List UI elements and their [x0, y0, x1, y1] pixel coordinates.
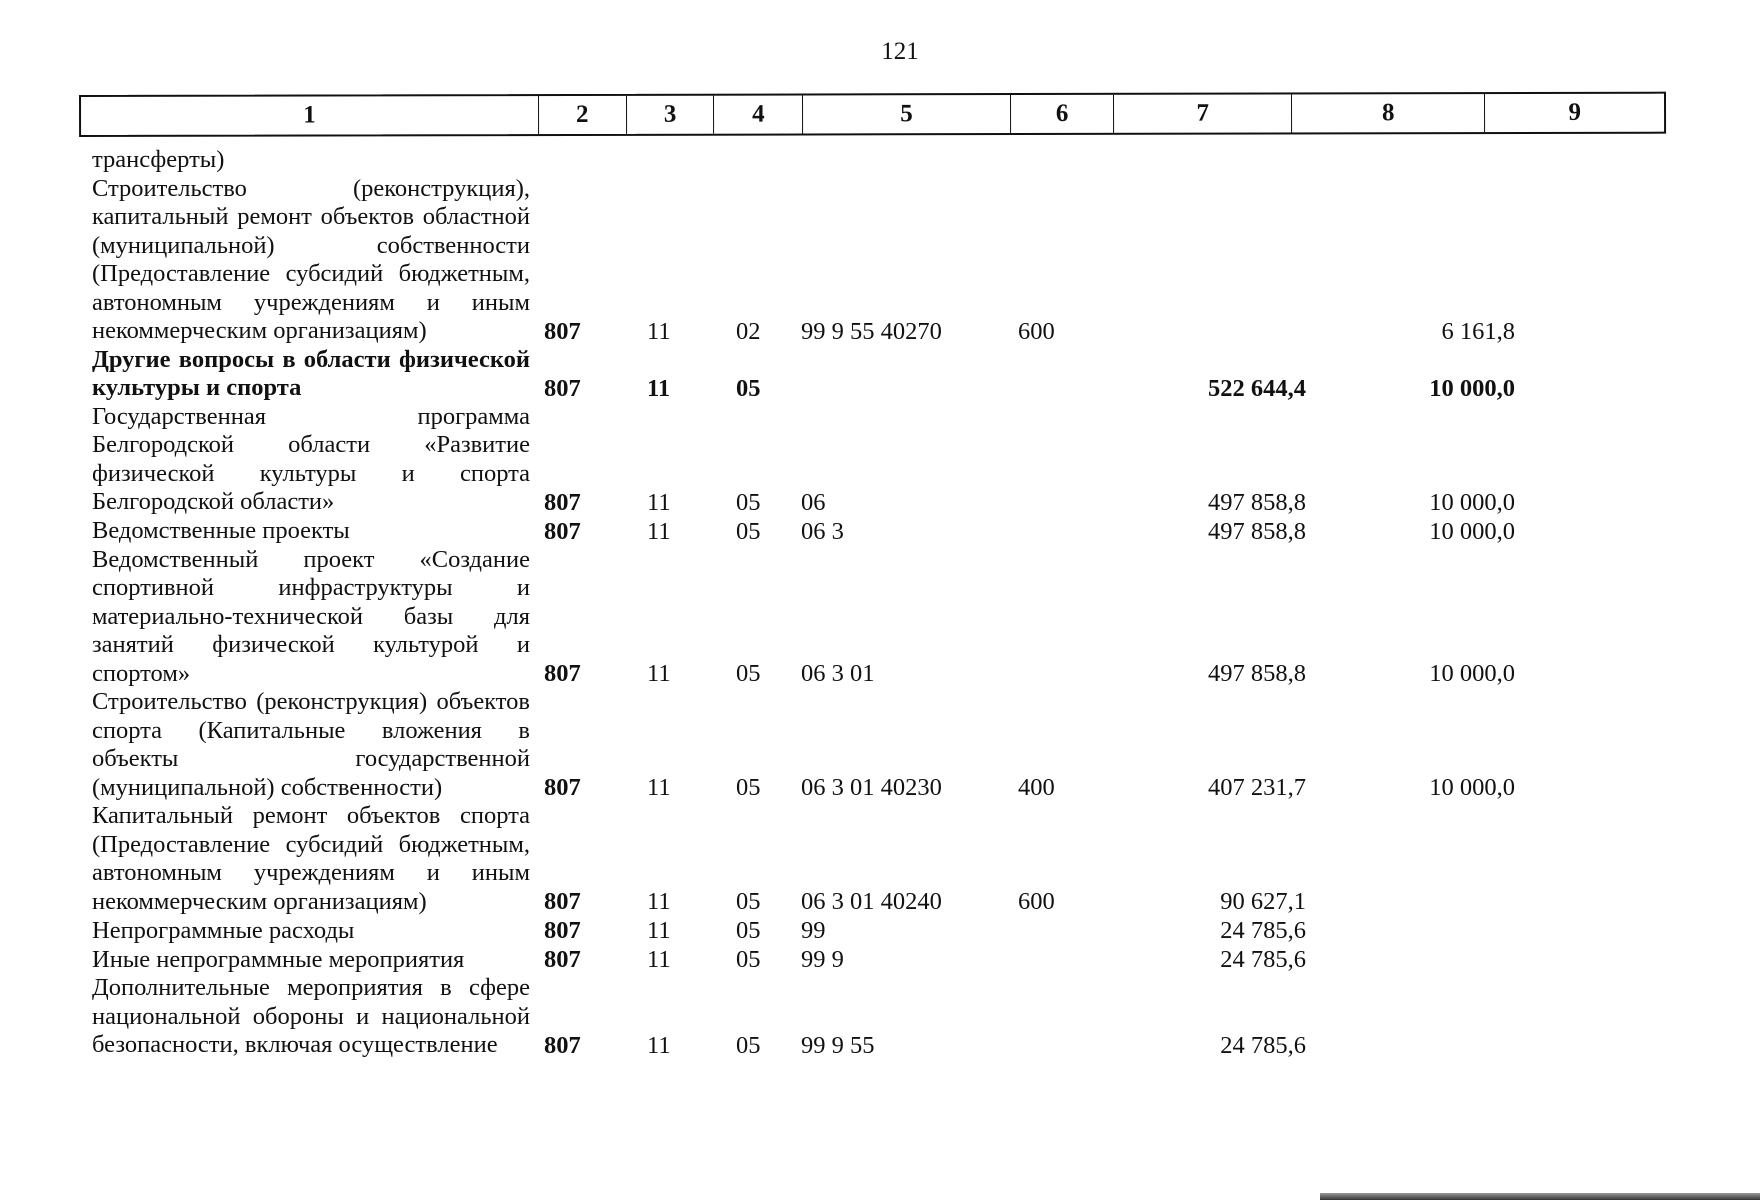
row-description: Ведомственный проект «Создание спортивной инфраструктуры и материально-технической базы для занятий физической культурой и спортом» — [92, 545, 530, 687]
row-description: Дополнительные мероприятия в сфере национальной обороны и национальной безопасности, включая осуществление — [92, 974, 530, 1058]
row-cell-c5: 99 9 55 — [801, 1031, 875, 1059]
page-number: 121 — [881, 38, 919, 65]
header-cell-6: 6 — [1011, 95, 1115, 133]
row-cell-c3: 11 — [647, 374, 671, 402]
row-cell-c9 — [1527, 517, 1687, 546]
row-cell-c3: 11 — [647, 517, 671, 545]
row-description: Непрограммные расходы — [92, 916, 355, 944]
row-cell-c6: 600 — [1018, 317, 1055, 345]
row-cell-c7: 24 785,6 — [1220, 1031, 1306, 1059]
row-cell-c4: 05 — [736, 946, 761, 973]
table-header — [79, 92, 1666, 137]
row-cell-c5: 06 3 01 40230 — [801, 774, 942, 801]
row-cell-c2: 807 — [544, 317, 581, 345]
row-cell-c4: 05 — [736, 1031, 761, 1059]
row-cell-c5 — [801, 346, 1010, 403]
row-cell-c2: 807 — [544, 946, 581, 973]
row-cell-c4: 05 — [736, 488, 761, 516]
row-cell-c7: 497 858,8 — [1208, 660, 1306, 687]
row-cell-c9 — [1527, 688, 1687, 802]
budget-table — [92, 146, 1687, 1060]
row-cell-c5: 99 9 — [801, 946, 844, 973]
row-cell-c6: 400 — [1018, 774, 1055, 801]
row-description: Ведомственные проекты — [92, 517, 350, 544]
row-description: трансферты) — [92, 146, 225, 173]
row-cell-c2: 807 — [544, 660, 581, 687]
row-description: Другие вопросы в области физической культуры и спорта — [92, 345, 530, 401]
row-cell-c9 — [1527, 175, 1687, 346]
row-cell-c8 — [1320, 802, 1527, 916]
row-cell-c2: 807 — [544, 1031, 581, 1059]
header-cell-2: 2 — [539, 96, 627, 134]
row-cell-c9 — [1527, 974, 1687, 1060]
table-row — [92, 517, 1687, 546]
row-cell-c2: 807 — [544, 517, 581, 545]
row-cell-c2: 807 — [544, 374, 581, 402]
row-cell-c3: 11 — [647, 660, 671, 687]
row-cell-c5 — [801, 146, 1010, 175]
table-row — [92, 974, 1687, 1060]
row-cell-c8 — [1320, 916, 1527, 945]
row-cell-c6 — [1010, 916, 1126, 945]
row-description: Строительство (реконструкция), капитальный ремонт объектов областной (муниципальной) собственности (Предоставление субсидий бюджетным, автономным учреждениям и иным некоммерческим организациям) — [92, 174, 530, 344]
row-cell-c6 — [1010, 403, 1126, 517]
header-cell-7: 7 — [1114, 94, 1292, 132]
row-cell-c7: 24 785,6 — [1220, 917, 1306, 944]
row-cell-c8: 10 000,0 — [1429, 488, 1515, 516]
row-description: Государственная программа Белгородской области «Развитие физической культуры и спорта Белгородской области» — [92, 402, 530, 515]
row-cell-c4: 05 — [736, 774, 761, 801]
row-cell-c4: 05 — [736, 374, 761, 402]
header-cell-4: 4 — [714, 95, 803, 133]
row-cell-c4 — [736, 146, 801, 175]
row-cell-c7: 497 858,8 — [1208, 488, 1306, 516]
table-row — [92, 175, 1687, 346]
row-cell-c2: 807 — [544, 488, 581, 516]
table-row — [92, 916, 1687, 945]
row-cell-c8: 10 000,0 — [1429, 517, 1515, 545]
row-cell-c6 — [1010, 146, 1126, 175]
row-cell-c5: 99 9 55 40270 — [801, 317, 942, 345]
header-cell-9: 9 — [1568, 98, 1582, 126]
row-cell-c5: 06 — [801, 488, 826, 516]
row-cell-c4: 05 — [736, 888, 761, 915]
row-cell-c4: 02 — [736, 317, 761, 345]
row-cell-c2: 807 — [544, 774, 581, 801]
row-cell-c7 — [1126, 146, 1320, 175]
row-cell-c4: 05 — [736, 917, 761, 944]
row-cell-c8: 10 000,0 — [1429, 374, 1515, 402]
header-cell-3: 3 — [627, 96, 715, 134]
row-cell-c7 — [1126, 175, 1320, 346]
row-cell-c9 — [1527, 945, 1687, 974]
table-row — [92, 346, 1687, 403]
row-cell-c3: 11 — [647, 774, 671, 801]
row-cell-c8 — [1320, 146, 1527, 175]
row-cell-c5: 99 — [801, 917, 826, 944]
row-description: Иные непрограммные мероприятия — [92, 945, 465, 973]
row-cell-c6 — [1010, 346, 1126, 403]
row-cell-c5: 06 3 — [801, 517, 844, 545]
row-cell-c8 — [1320, 974, 1527, 1060]
row-description: Строительство (реконструкция) объектов спорта (Капитальные вложения в объекты государственной (муниципальной) собственности) — [92, 688, 530, 801]
row-cell-c3: 11 — [647, 917, 671, 944]
row-cell-c7: 407 231,7 — [1208, 774, 1306, 801]
row-cell-c9 — [1527, 546, 1687, 689]
row-cell-c2: 807 — [544, 917, 581, 944]
row-cell-c6 — [1010, 974, 1126, 1060]
row-cell-c3: 11 — [647, 317, 671, 345]
row-cell-c3: 11 — [647, 488, 671, 516]
row-cell-c8 — [1320, 945, 1527, 974]
row-cell-c6 — [1010, 517, 1126, 546]
row-cell-c2: 807 — [544, 888, 581, 915]
header-cell-5: 5 — [803, 95, 1011, 133]
table-row — [92, 146, 1687, 175]
row-cell-c3: 11 — [647, 888, 671, 915]
table-row — [92, 403, 1687, 517]
table-row — [92, 945, 1687, 974]
row-cell-c8: 10 000,0 — [1429, 660, 1515, 687]
row-cell-c2 — [530, 146, 639, 175]
row-cell-c9 — [1527, 346, 1687, 403]
row-cell-c3: 11 — [647, 1031, 671, 1059]
row-cell-c7: 90 627,1 — [1220, 888, 1306, 915]
row-cell-c8: 10 000,0 — [1429, 774, 1515, 801]
row-cell-c5: 06 3 01 — [801, 660, 875, 687]
row-cell-c3: 11 — [647, 946, 671, 973]
row-cell-c4: 05 — [736, 517, 761, 545]
table-row — [92, 802, 1687, 916]
header-cell-8: 8 — [1292, 94, 1486, 132]
row-cell-c7: 497 858,8 — [1208, 517, 1306, 545]
table-row — [92, 546, 1687, 689]
row-cell-c9 — [1527, 403, 1687, 517]
table-row — [92, 688, 1687, 802]
row-cell-c9 — [1527, 146, 1687, 175]
row-cell-c6: 600 — [1018, 888, 1055, 915]
row-cell-c8: 6 161,8 — [1441, 317, 1515, 345]
row-cell-c5: 06 3 01 40240 — [801, 888, 942, 915]
header-cell-1: 1 — [81, 96, 539, 135]
table-body — [92, 146, 1687, 1060]
row-description: Капитальный ремонт объектов спорта (Предоставление субсидий бюджетным, автономным учреждениям и иным некоммерческим организациям) — [92, 802, 530, 915]
row-cell-c6 — [1010, 546, 1126, 689]
row-cell-c4: 05 — [736, 660, 761, 687]
row-cell-c9 — [1527, 802, 1687, 916]
scan-edge — [1320, 1193, 1760, 1200]
row-cell-c7: 24 785,6 — [1220, 946, 1306, 973]
row-cell-c7: 522 644,4 — [1208, 374, 1306, 402]
row-cell-c6 — [1010, 945, 1126, 974]
row-cell-c9 — [1527, 916, 1687, 945]
row-cell-c3 — [639, 146, 736, 175]
